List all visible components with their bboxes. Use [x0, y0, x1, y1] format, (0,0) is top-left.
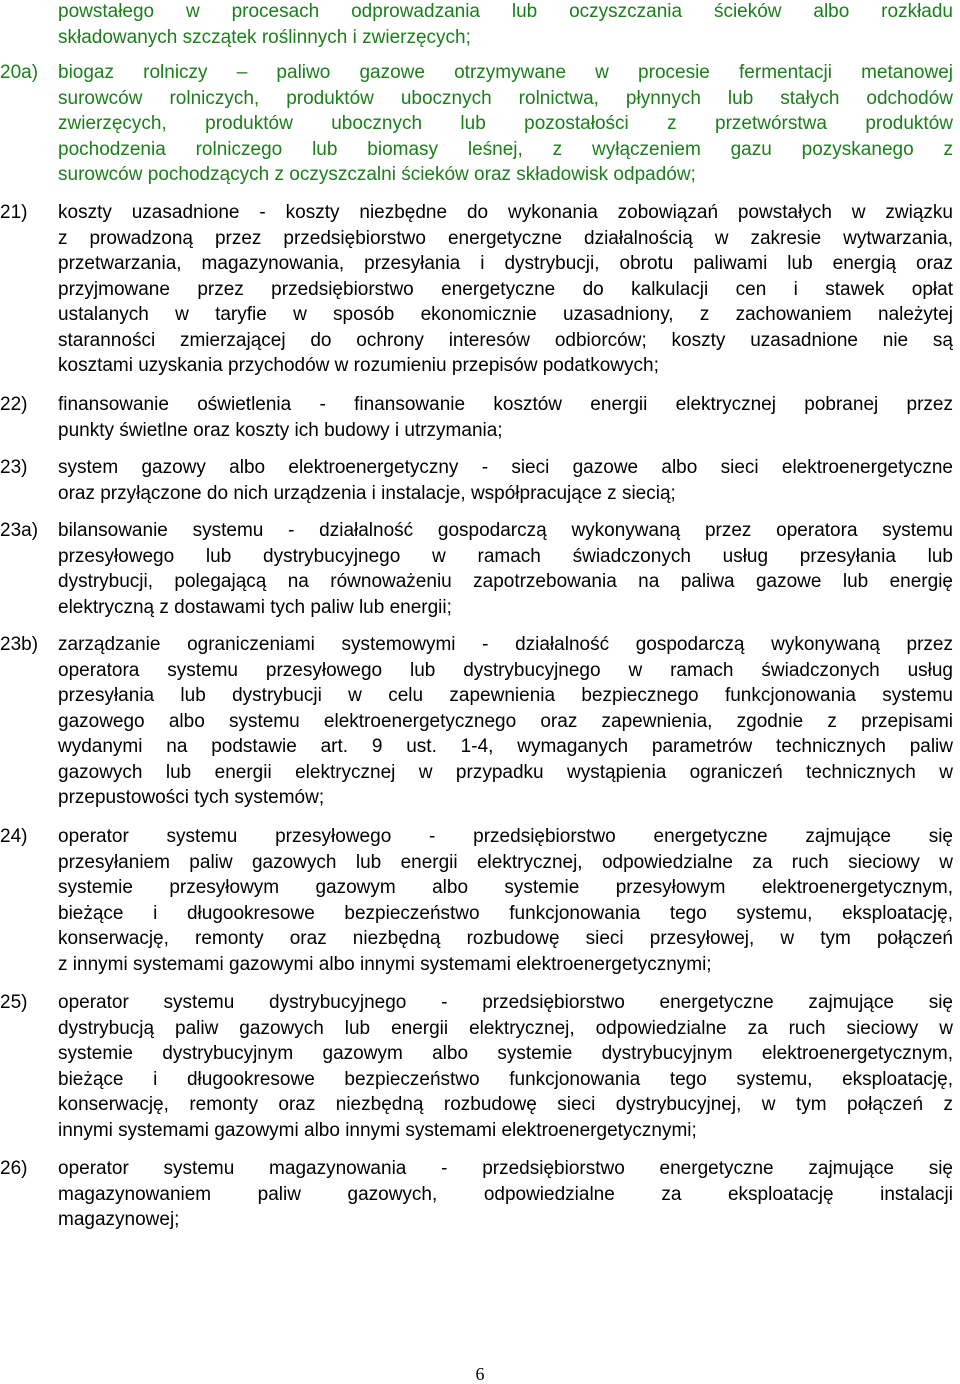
definition-number: 25)	[0, 992, 28, 1013]
page-number: 6	[475, 1364, 485, 1384]
definition-text-line: zarządzanie ograniczeniami systemowymi - działalność gospodarczą wykonywaną przez	[58, 634, 953, 655]
definition-text-line: operator systemu dystrybucyjnego - przedsiębiorstwo energetyczne zajmujące się	[58, 992, 953, 1013]
definition-text-line: surowców pochodzących z oczyszczalni ścieków oraz składowisk odpadów;	[58, 164, 696, 185]
definition-text-line: przesyłaniem paliw gazowych lub energii elektrycznej, odpowiedzialne za ruch sieciowy w	[58, 851, 953, 873]
definition-text-line: powstałego w procesach odprowadzania lub oczyszczania ścieków albo rozkładu	[58, 1, 953, 22]
definition-number: 23b)	[0, 634, 39, 655]
definition-text-line: przyjmowane przez przedsiębiorstwo energetyczne do kalkulacji cen i stawek opłat	[58, 278, 953, 300]
definition-number: 20a)	[0, 62, 39, 83]
definition-text-line: biogaz rolniczy – paliwo gazowe otrzymywane w procesie fermentacji metanowej	[58, 62, 953, 83]
definition-text-line: pochodzenia rolniczego lub biomasy leśnej, z wyłączeniem gazu pozyskanego z	[58, 138, 953, 160]
definition-text-line: bieżące i długookresowe bezpieczeństwo funkcjonowania tego systemu, eksploatację,	[58, 902, 953, 924]
definition-text-line: zwierzęcych, produktów ubocznych lub pozostałości z przetwórstwa produktów	[58, 113, 953, 134]
definition-text-line: punkty świetlne oraz koszty ich budowy i utrzymania;	[58, 419, 503, 441]
definition-text-line: z innymi systemami gazowymi albo innymi systemami elektroenergetycznymi;	[58, 953, 712, 975]
definition-text-line: konserwację, remonty oraz niezbędną rozbudowę sieci przesyłowej, w tym połączeń	[58, 928, 953, 949]
definition-text-line: koszty uzasadnione - koszty niezbędne do wykonania zobowiązań powstałych w związku	[58, 202, 953, 223]
definition-text-line: dystrybucji, polegającą na równoważeniu zapotrzebowania na paliwa gazowe lub energię	[58, 571, 953, 592]
definition-text-line: oraz przyłączone do nich urządzenia i instalacje, współpracujące z siecią;	[58, 482, 676, 504]
definition-text-line: innymi systemami gazowymi albo innymi systemami elektroenergetycznymi;	[58, 1119, 697, 1141]
definition-text-line: bieżące i długookresowe bezpieczeństwo funkcjonowania tego systemu, eksploatację,	[58, 1068, 953, 1090]
definition-text-line: wydanymi na podstawie art. 9 ust. 1-4, wymaganych parametrów technicznych paliw	[58, 736, 953, 757]
definition-number: 22)	[0, 394, 28, 415]
definition-text-line: finansowanie oświetlenia - finansowanie kosztów energii elektrycznej pobranej przez	[58, 394, 953, 415]
definition-text-line: operatora systemu przesyłowego lub dystrybucyjnego w ramach świadczonych usług	[58, 659, 953, 681]
definition-text-line: przesyłania lub dystrybucji w celu zapewnienia bezpiecznego funkcjonowania systemu	[58, 685, 953, 706]
definition-number: 23a)	[0, 520, 39, 541]
definition-text-line: kosztami uzyskania przychodów w rozumieniu przepisów podatkowych;	[58, 355, 659, 376]
definition-text-line: staranności zmierzającej do ochrony interesów odbiorców; koszty uzasadnione nie są	[58, 329, 953, 351]
definition-text-line: operator systemu magazynowania - przedsiębiorstwo energetyczne zajmujące się	[58, 1158, 953, 1179]
definition-text-line: elektryczną z dostawami tych paliw lub energii;	[58, 596, 452, 618]
definition-number: 26)	[0, 1158, 28, 1179]
definition-text-line: bilansowanie systemu - działalność gospodarczą wykonywaną przez operatora systemu	[58, 520, 953, 541]
definition-text-line: przesyłowego lub dystrybucyjnego w ramach świadczonych usług przesyłania lub	[58, 545, 953, 567]
definition-text-line: dystrybucją paliw gazowych lub energii elektrycznej, odpowiedzialne za ruch sieciowy w	[58, 1017, 953, 1039]
definition-text-line: przetwarzania, magazynowania, przesyłania i dystrybucji, obrotu paliwami lub energią oraz	[58, 253, 953, 274]
definition-text-line: operator systemu przesyłowego - przedsiębiorstwo energetyczne zajmujące się	[58, 826, 953, 847]
definition-text-line: magazynowaniem paliw gazowych, odpowiedzialne za eksploatację instalacji	[58, 1183, 953, 1205]
definition-number: 21)	[0, 202, 28, 223]
definition-number: 23)	[0, 457, 28, 478]
definition-text-line: gazowych lub energii elektrycznej w przypadku wystąpienia ograniczeń technicznych w	[58, 761, 953, 783]
definition-text-line: składowanych szczątek roślinnych i zwierzęcych;	[58, 26, 471, 48]
definition-number: 24)	[0, 826, 28, 847]
definition-text-line: przepustowości tych systemów;	[58, 787, 325, 808]
definition-text-line: systemie dystrybucyjnym gazowym albo systemie dystrybucyjnym elektroenergetycznym,	[58, 1043, 953, 1064]
definition-text-line: ustalanych w taryfie w sposób ekonomicznie uzasadniony, z zachowaniem należytej	[58, 304, 953, 325]
definition-text-line: z prowadzoną przez przedsiębiorstwo energetyczne działalnością w zakresie wytwarzania,	[58, 227, 953, 249]
definition-text-line: surowców rolniczych, produktów ubocznych rolnictwa, płynnych lub stałych odchodów	[58, 87, 953, 109]
definition-text-line: gazowego albo systemu elektroenergetycznego oraz zapewnienia, zgodnie z przepisami	[58, 710, 953, 732]
definition-text-line: system gazowy albo elektroenergetyczny - sieci gazowe albo sieci elektroenergetyczne	[58, 457, 953, 478]
definition-text-line: systemie przesyłowym gazowym albo systemie przesyłowym elektroenergetycznym,	[58, 877, 953, 898]
definition-text-line: magazynowej;	[58, 1209, 180, 1230]
definition-text-line: konserwację, remonty oraz niezbędną rozbudowę sieci dystrybucyjnej, w tym połączeń z	[58, 1094, 953, 1115]
